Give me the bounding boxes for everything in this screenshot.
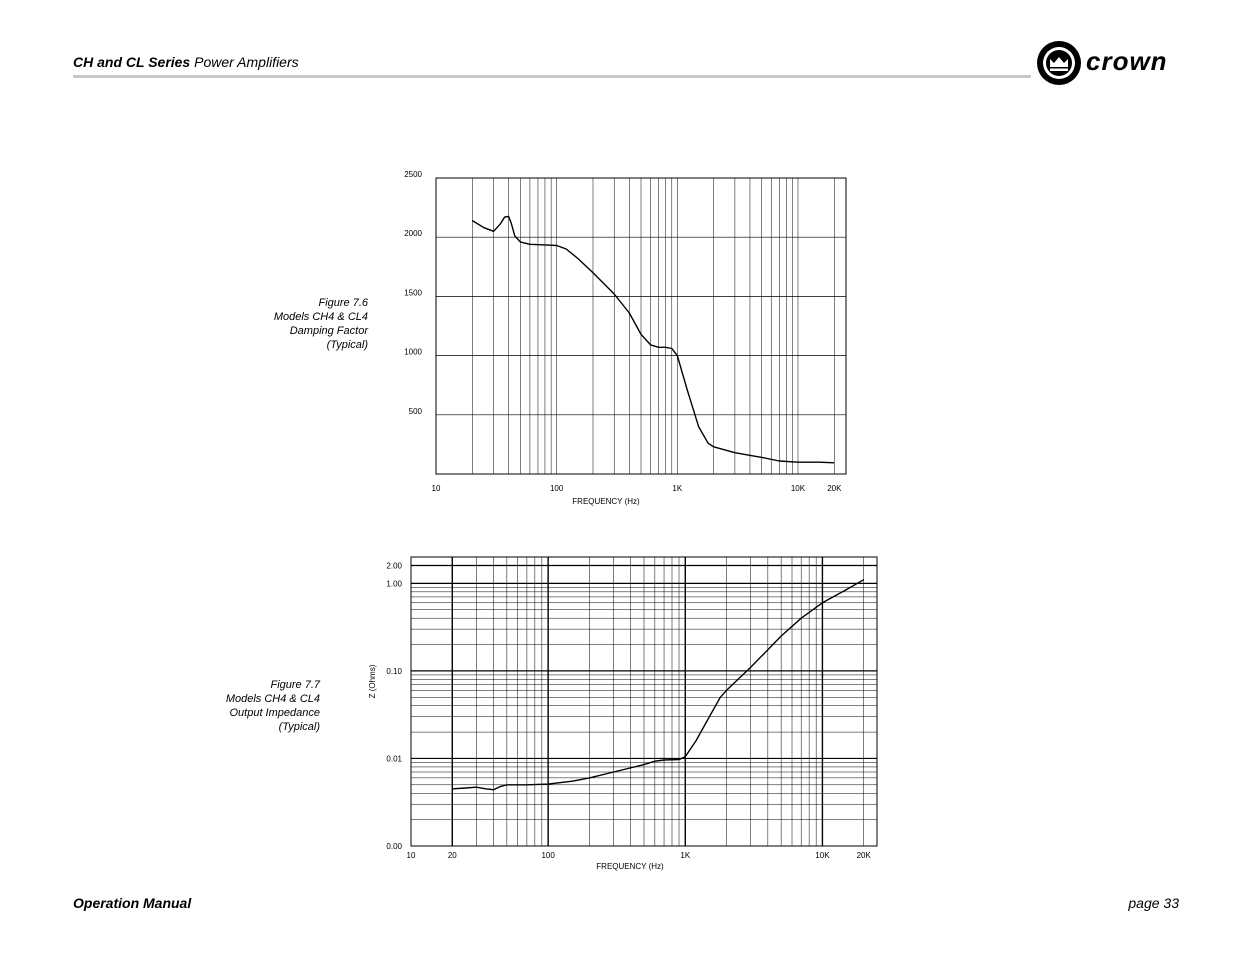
y-axis-title: Z (Ohms) xyxy=(368,664,377,699)
x-tick-label: 20K xyxy=(827,484,842,493)
figure-note: (Typical) xyxy=(278,721,320,733)
y-tick-label: 0.00 xyxy=(386,842,402,851)
x-tick-label: 1K xyxy=(680,851,691,860)
x-tick-label: 10 xyxy=(431,484,441,493)
y-tick-label: 2500 xyxy=(404,170,422,179)
x-tick-label: 100 xyxy=(541,851,555,860)
x-axis-title: FREQUENCY (Hz) xyxy=(596,862,664,871)
x-tick-label: 10K xyxy=(790,484,806,493)
figure-title: Output Impedance xyxy=(229,707,320,719)
footer-page-number: page 33 xyxy=(1128,895,1179,911)
figure-number: Figure 7.6 xyxy=(318,297,368,309)
x-axis-title: FREQUENCY (Hz) xyxy=(572,497,640,506)
y-tick-label: 2.00 xyxy=(386,561,402,571)
x-tick-label: 20 xyxy=(447,851,457,860)
y-tick-label: 1000 xyxy=(404,347,422,357)
y-tick-label: 1500 xyxy=(404,288,422,298)
x-tick-label: 1K xyxy=(672,484,683,493)
x-tick-label: 10K xyxy=(815,851,830,860)
series-subtitle: Power Amplifiers xyxy=(190,54,299,70)
y-tick-label: 500 xyxy=(408,406,422,416)
y-tick-label: 0.10 xyxy=(386,666,402,676)
footer-manual-title: Operation Manual xyxy=(73,895,192,911)
x-tick-label: 20K xyxy=(856,851,871,860)
y-tick-label: 0.01 xyxy=(386,754,402,764)
figure-title: Damping Factor xyxy=(289,325,368,337)
damping-factor-series-line xyxy=(472,217,834,463)
x-tick-label: 10 xyxy=(406,851,416,860)
x-tick-label: 100 xyxy=(549,484,564,493)
figure-models: Models CH4 & CL4 xyxy=(225,693,320,705)
figure-models: Models CH4 & CL4 xyxy=(273,311,368,323)
y-tick-label: 1.00 xyxy=(386,579,402,589)
figure-number: Figure 7.7 xyxy=(270,679,320,691)
y-tick-label: 2000 xyxy=(404,229,422,239)
series-name: CH and CL Series xyxy=(73,54,191,70)
logo-wordmark: crown xyxy=(1086,46,1168,76)
figure-note: (Typical) xyxy=(326,339,368,351)
